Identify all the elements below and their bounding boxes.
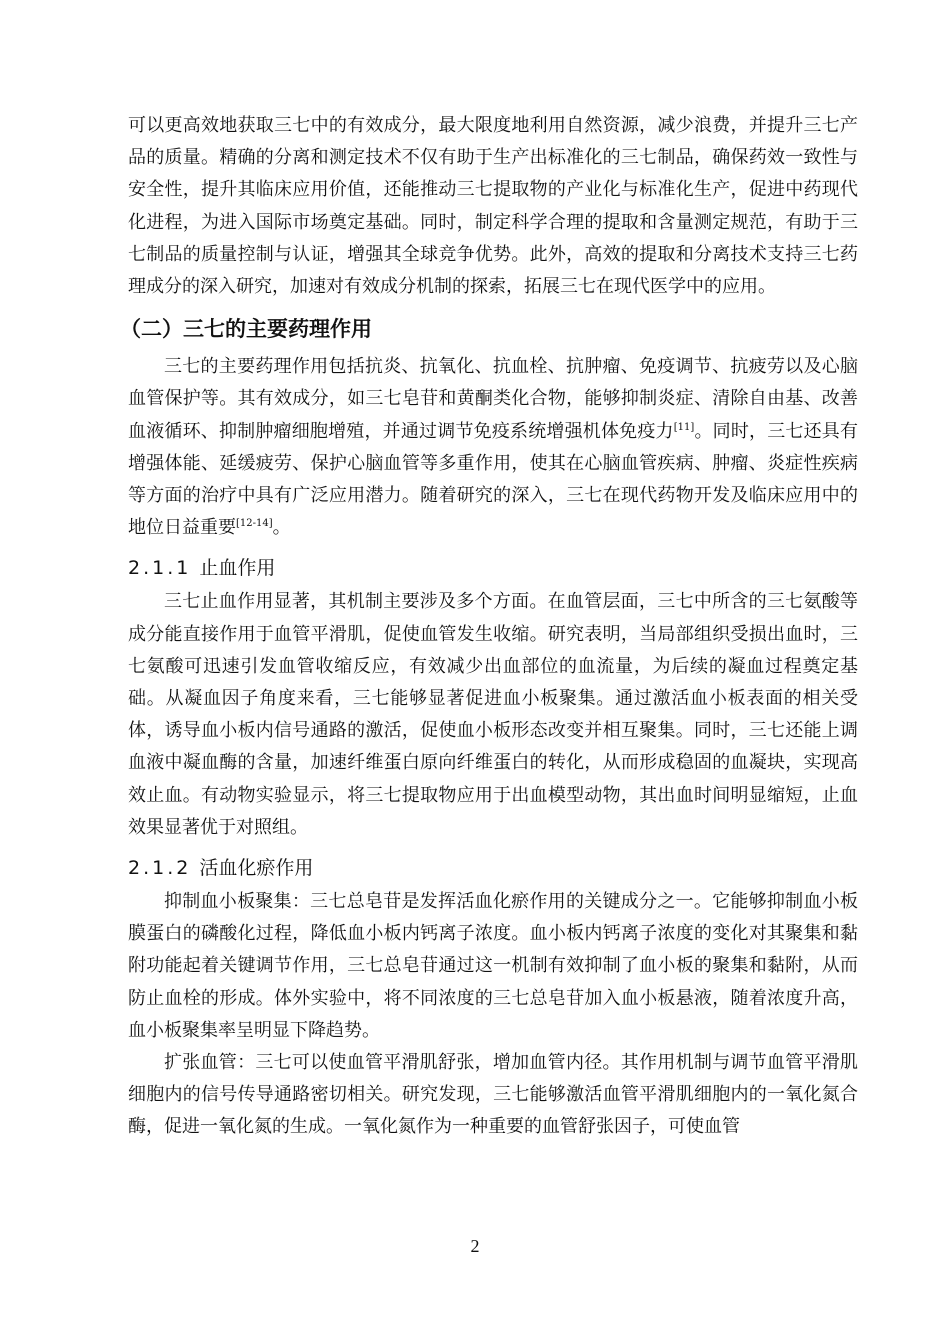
paragraph-platelet: 抑制血小板聚集：三七总皂苷是发挥活血化瘀作用的关键成分之一。它能够抑制血小板膜蛋白的磷酸化过程，降低血小板内钙离子浓度。血小板内钙离子浓度的变化对其聚集和黏附功能起着关键调节作用，三七总皂苷通过这一机制有效抑制了血小板的聚集和黏附，从而防止血栓的形成。体外实验中，将不同浓度的三七总皂苷加入血小板悬液，随着浓度升高，血小板聚集率呈明显下降趋势。 bbox=[128, 891, 858, 1041]
subsection-title: 止血作用 bbox=[199, 557, 276, 580]
citation-ref: [11] bbox=[673, 421, 695, 433]
page-body bbox=[120, 110, 859, 1144]
section-heading: （二）三七的主要药理作用 bbox=[120, 317, 372, 342]
citation-ref: [12-14] bbox=[236, 518, 273, 530]
paragraph-hemostasis: 三七止血作用显著，其机制主要涉及多个方面。在血管层面，三七中所含的三七氨酸等成分能直接作用于血管平滑肌，促使血管发生收缩。研究表明，当局部组织受损出血时，三七氨酸可迅速引发血管收缩反应，有效减少出血部位的血流量，为后续的凝血过程奠定基础。从凝血因子角度来看，三七能够显著促进血小板聚集。通过激活血小板表面的相关受体，诱导血小板内信号通路的激活，促使血小板形态改变并相互聚集。同时，三七还能上调血液中凝血酶的含量，加速纤维蛋白原向纤维蛋白的转化，从而形成稳固的血凝块，实现高效止血。有动物实验显示，将三七提取物应用于出血模型动物，其出血时间明显缩短，止血效果显著优于对照组。 bbox=[128, 591, 858, 838]
paragraph-vasodilation: 扩张血管：三七可以使血管平滑肌舒张，增加血管内径。其作用机制与调节血管平滑肌细胞内的信号传导通路密切相关。研究发现，三七能够激活血管平滑肌细胞内的一氧化氮合酶，促进一氧化氮的生成。一氧化氮作为一种重要的血管舒张因子，可使血管 bbox=[128, 1052, 858, 1138]
subsection-number: 2.1.2 bbox=[128, 857, 192, 880]
subsection-title: 活血化瘀作用 bbox=[199, 857, 314, 880]
page-number: 2 bbox=[470, 1236, 480, 1256]
subsection-heading bbox=[128, 852, 858, 884]
subsection-heading bbox=[128, 552, 858, 584]
paragraph-pharmacology bbox=[128, 351, 858, 544]
subsection-number: 2.1.1 bbox=[128, 557, 192, 580]
paragraph-text: 。 bbox=[272, 517, 291, 539]
paragraph-text: 三七的主要药理作用包括抗炎、抗氧化、抗血栓、抗肿瘤、免疫调节、抗疲劳以及心脑血管保护等。其有效成分，如三七皂苷和黄酮类化合物，能够抑制炎症、清除自由基、改善血液循环、抑制肿瘤细胞增殖，并通过调节免疫系统增强机体免疫力 bbox=[128, 356, 858, 442]
paragraph-continued: 可以更高效地获取三七中的有效成分，最大限度地利用自然资源，减少浪费，并提升三七产品的质量。精确的分离和测定技术不仅有助于生产出标准化的三七制品，确保药效一致性与安全性，提升其临床应用价值，还能推动三七提取物的产业化与标准化生产，促进中药现代化进程，为进入国际市场奠定基础。同时，制定科学合理的提取和含量测定规范，有助于三七制品的质量控制与认证，增强其全球竞争优势。此外，高效的提取和分离技术支持三七药理成分的深入研究，加速对有效成分机制的探索，拓展三七在现代医学中的应用。 bbox=[128, 115, 858, 298]
paragraph-text: 。同时，三七还具有增强体能、延缓疲劳、保护心脑血管等多重作用，使其在心脑血管疾病、肿瘤、炎症性疾病等方面的治疗中具有广泛应用潜力。随着研究的深入，三七在现代药物开发及临床应用中的地位日益重要 bbox=[128, 420, 859, 539]
